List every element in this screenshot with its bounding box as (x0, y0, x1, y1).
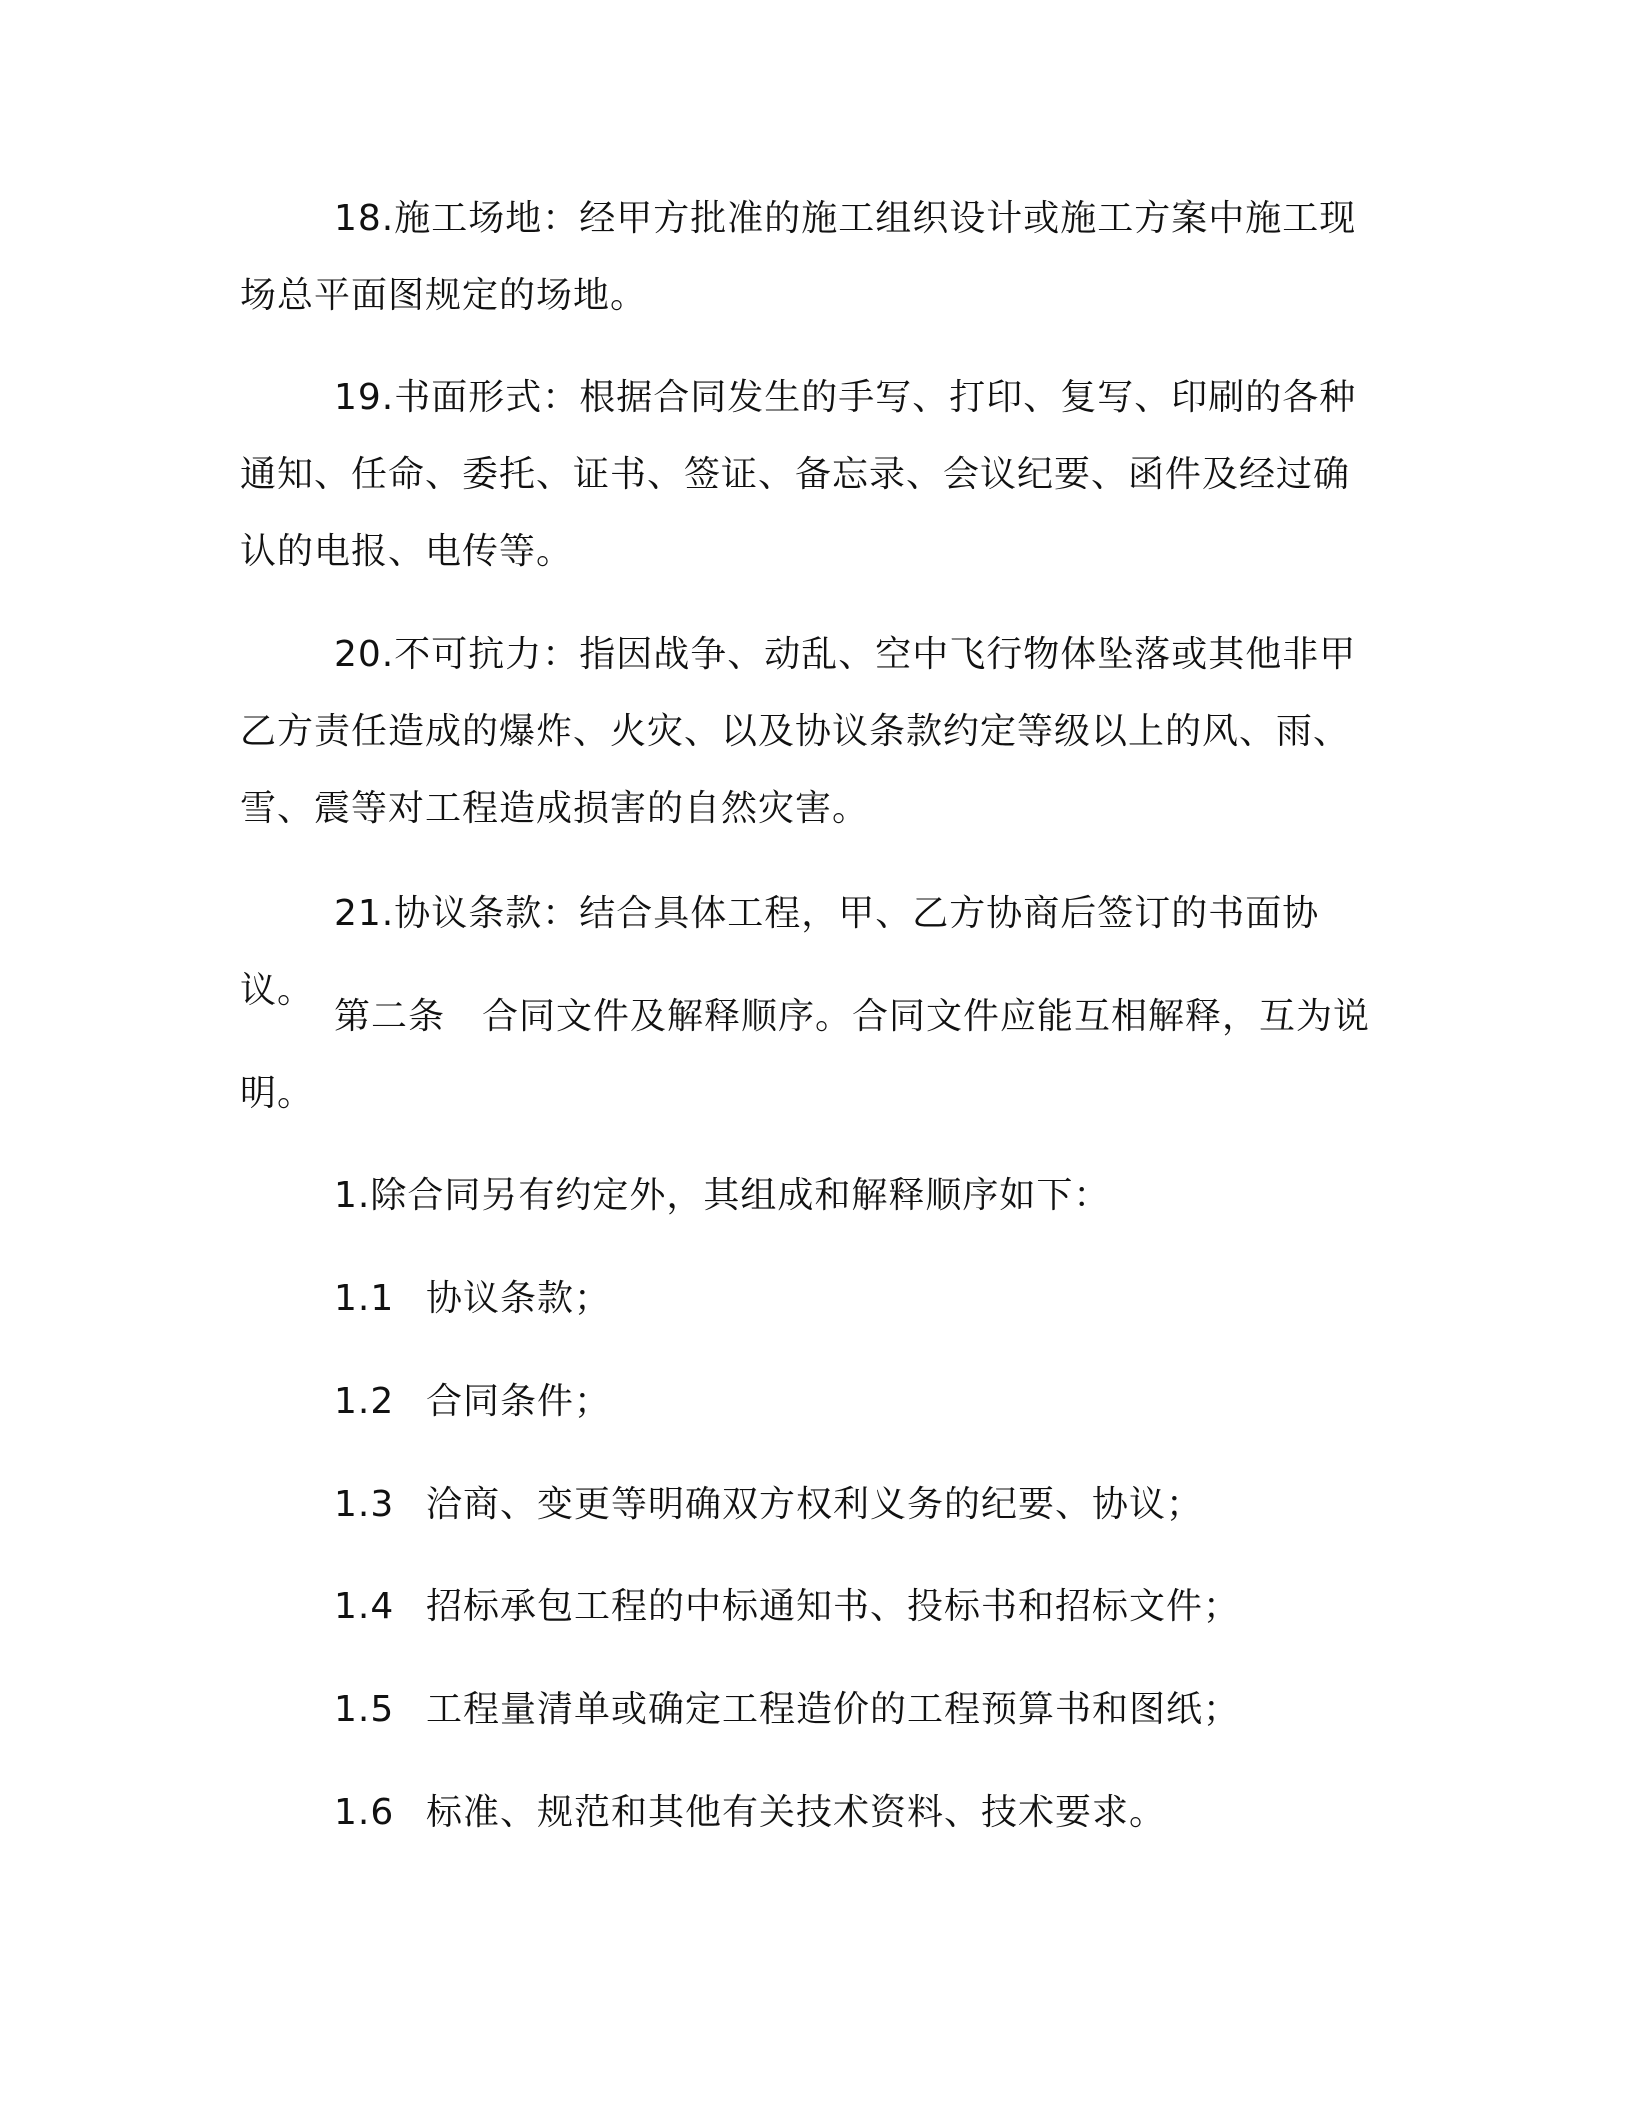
list-item (334, 1671, 1240, 1748)
clause-21-paragraph: 21.协议条款：结合具体工程，甲、乙方协商后签订的书面协议。 (240, 893, 1320, 1011)
clause-19-paragraph: 19.书面形式：根据合同发生的手写、打印、复写、印刷的各种通知、任命、委托、证书、签证、备忘录、会议纪要、函件及经过确认的电报、电传等。 (240, 377, 1357, 572)
list-item (334, 1466, 1203, 1543)
list-item-number: 1.6 (334, 1792, 395, 1833)
list-item-number: 1.4 (334, 1586, 395, 1627)
list-item-text: 洽商、变更等明确双方权利义务的纪要、协议； (426, 1484, 1204, 1525)
list-item-text: 招标承包工程的中标通知书、投标书和招标文件； (426, 1586, 1241, 1627)
list-item-text: 工程量清单或确定工程造价的工程预算书和图纸； (426, 1689, 1241, 1730)
list-item (334, 1774, 1166, 1851)
clause-20-paragraph: 20.不可抗力：指因战争、动乱、空中飞行物体坠落或其他非甲乙方责任造成的爆炸、火灾、以及协议条款约定等级以上的风、雨、雪、震等对工程造成损害的自然灾害。 (240, 634, 1357, 829)
list-item-text: 协议条款； (426, 1278, 612, 1319)
list-item (334, 1363, 611, 1440)
list-item-number: 1.2 (334, 1381, 395, 1422)
list-item-number: 1.1 (334, 1278, 395, 1319)
list-item-number: 1.3 (334, 1484, 395, 1525)
list-item-number: 1.5 (334, 1689, 395, 1730)
list-item-text: 合同条件； (426, 1381, 612, 1422)
article-2-paragraph: 第二条 合同文件及解释顺序。合同文件应能互相解释，互为说明。 (240, 996, 1371, 1114)
clause-18-paragraph: 18.施工场地：经甲方批准的施工组织设计或施工方案中施工现场总平面图规定的场地。 (240, 198, 1357, 316)
interpretation-order-intro: 1.除合同另有约定外，其组成和解释顺序如下： (334, 1175, 1111, 1216)
list-item (334, 1260, 611, 1337)
list-item (334, 1568, 1240, 1645)
list-item-text: 标准、规范和其他有关技术资料、技术要求。 (426, 1792, 1167, 1833)
